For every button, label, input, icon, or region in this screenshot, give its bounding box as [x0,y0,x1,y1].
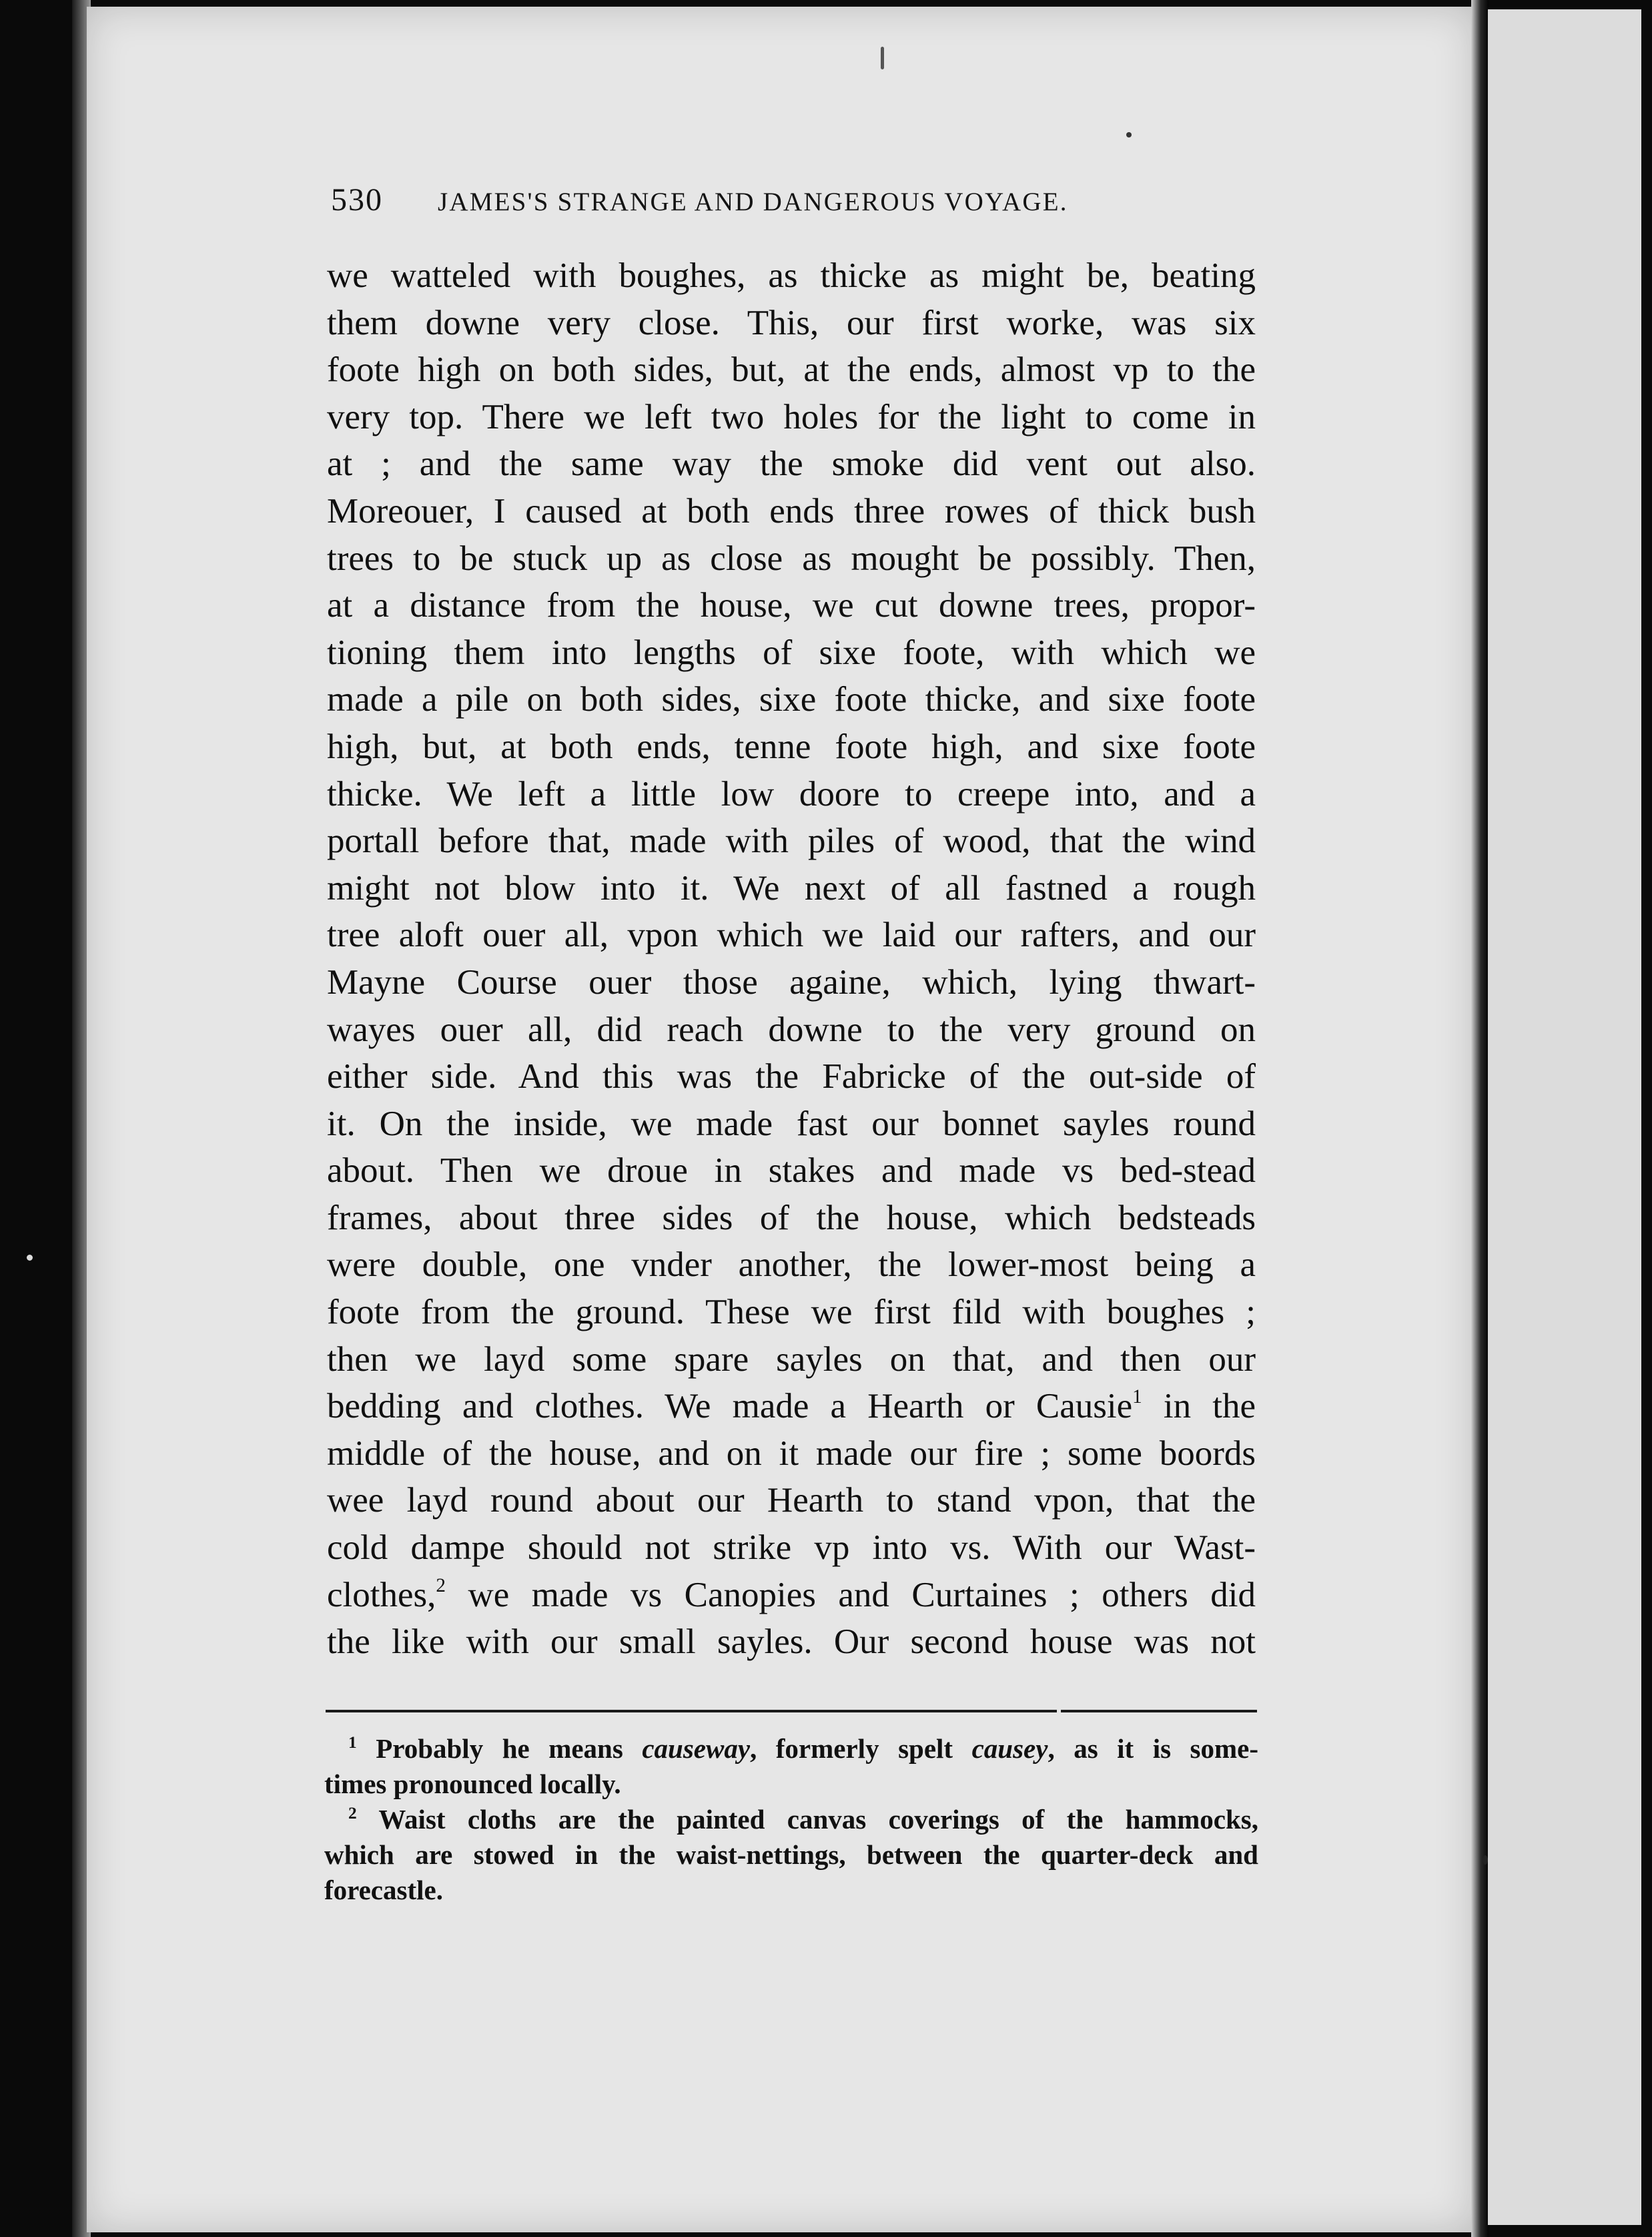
text-line: we watteled with boughes, as thicke as might be, beating [327,256,1256,295]
text-line: cold dampe should not strike vp into vs. With our Wast- [327,1528,1256,1568]
text-line: trees to be stuck up as close as mought be possibly. Then, [327,539,1256,578]
text-line: wayes ouer all, did reach downe to the very ground on [327,1010,1256,1049]
page-header [331,182,1252,228]
text-segment: we made vs Canopies and Curtaines ; others did [445,1575,1256,1614]
text-line-with-footnote-ref [327,1572,1256,1619]
scan-speck [881,47,884,69]
text-segment: , formerly spelt [750,1733,972,1764]
footnote-line [324,1731,1258,1767]
text-line: it. On the inside, we made fast our bonnet sayles round [327,1104,1256,1143]
running-head: JAMES'S STRANGE AND DANGEROUS VOYAGE. [438,188,1068,216]
text-line: portall before that, made with piles of wood, that the wind [327,822,1256,861]
scan-speck [1126,132,1132,137]
footnote-line: times pronounced locally. [324,1769,621,1799]
text-line: might not blow into it. We next of all fastned a rough [327,868,1256,908]
text-line: wee layd round about our Hearth to stand vpon, that the [327,1481,1256,1520]
text-segment: , as it is some- [1048,1733,1258,1764]
footnote-2 [324,1802,1258,1908]
footnote-mark: 1 [348,1732,357,1752]
footnote-1 [324,1731,1258,1802]
text-segment: Probably he means [356,1733,643,1764]
footnote-line: forecastle. [324,1875,443,1905]
text-line: either side. And this was the Fabricke of the out-side of [327,1057,1256,1096]
text-segment: clothes, [327,1575,436,1614]
text-line: at a distance from the house, we cut downe trees, propor- [327,586,1256,625]
text-line: at ; and the same way the smoke did vent out also. [327,444,1256,484]
text-segment: Waist cloths are the painted canvas coverings of the hammocks, [356,1804,1258,1835]
text-line: tree aloft ouer all, vpon which we laid our rafters, and our [327,916,1256,955]
text-line: them downe very close. This, our first worke, was six [327,303,1256,342]
footnote-line [324,1802,1258,1837]
footnote-ref-2: 2 [436,1574,446,1596]
text-line: about. Then we droue in stakes and made vs bed-stead [327,1151,1256,1191]
text-line: foote high on both sides, but, at the ends, almost vp to the [327,350,1256,390]
page-number: 530 [331,182,383,218]
footnote-rule [326,1710,1257,1712]
footnote-line: which are stowed in the waist-nettings, between the quarter-deck and [324,1839,1258,1870]
text-line-with-footnote-ref [327,1383,1256,1430]
text-segment: bedding and clothes. We made a Hearth or Causie [327,1387,1133,1426]
text-line: high, but, at both ends, tenne foote high, and sixe foote [327,727,1256,766]
footnote-ref-1: 1 [1132,1386,1142,1408]
facing-page-edge [1488,9,1641,2225]
book-gutter [1471,0,1489,2237]
italic-term: causeway [642,1733,751,1764]
text-line: made a pile on both sides, sixe foote thicke, and sixe foote [327,680,1256,719]
footnote-mark: 2 [348,1803,357,1823]
text-line: the like with our small sayles. Our second house was not [327,1622,1256,1662]
text-line: were double, one vnder another, the lower-most being a [327,1245,1256,1285]
footnotes [324,1731,1258,1908]
text-line: middle of the house, and on it made our fire ; some boords [327,1433,1256,1473]
italic-term: causey [971,1733,1048,1764]
text-segment: in the [1142,1387,1256,1426]
text-line: foote from the ground. These we first fild with boughes ; [327,1293,1256,1332]
text-line: Mayne Course ouer those againe, which, lying thwart- [327,962,1256,1002]
text-line: tioning them into lengths of sixe foote, with which we [327,633,1256,672]
scan-speck [1483,1855,1488,1865]
text-line: then we layd some spare sayles on that, and then our [327,1339,1256,1379]
text-line: very top. There we left two holes for the light to come in [327,397,1256,436]
body-text [327,252,1256,1666]
text-line: thicke. We left a little low doore to creepe into, and a [327,774,1256,814]
text-line: frames, about three sides of the house, which bedsteads [327,1198,1256,1237]
text-line: Moreouer, I caused at both ends three rowes of thick bush [327,491,1256,531]
scan-speck [27,1255,33,1261]
